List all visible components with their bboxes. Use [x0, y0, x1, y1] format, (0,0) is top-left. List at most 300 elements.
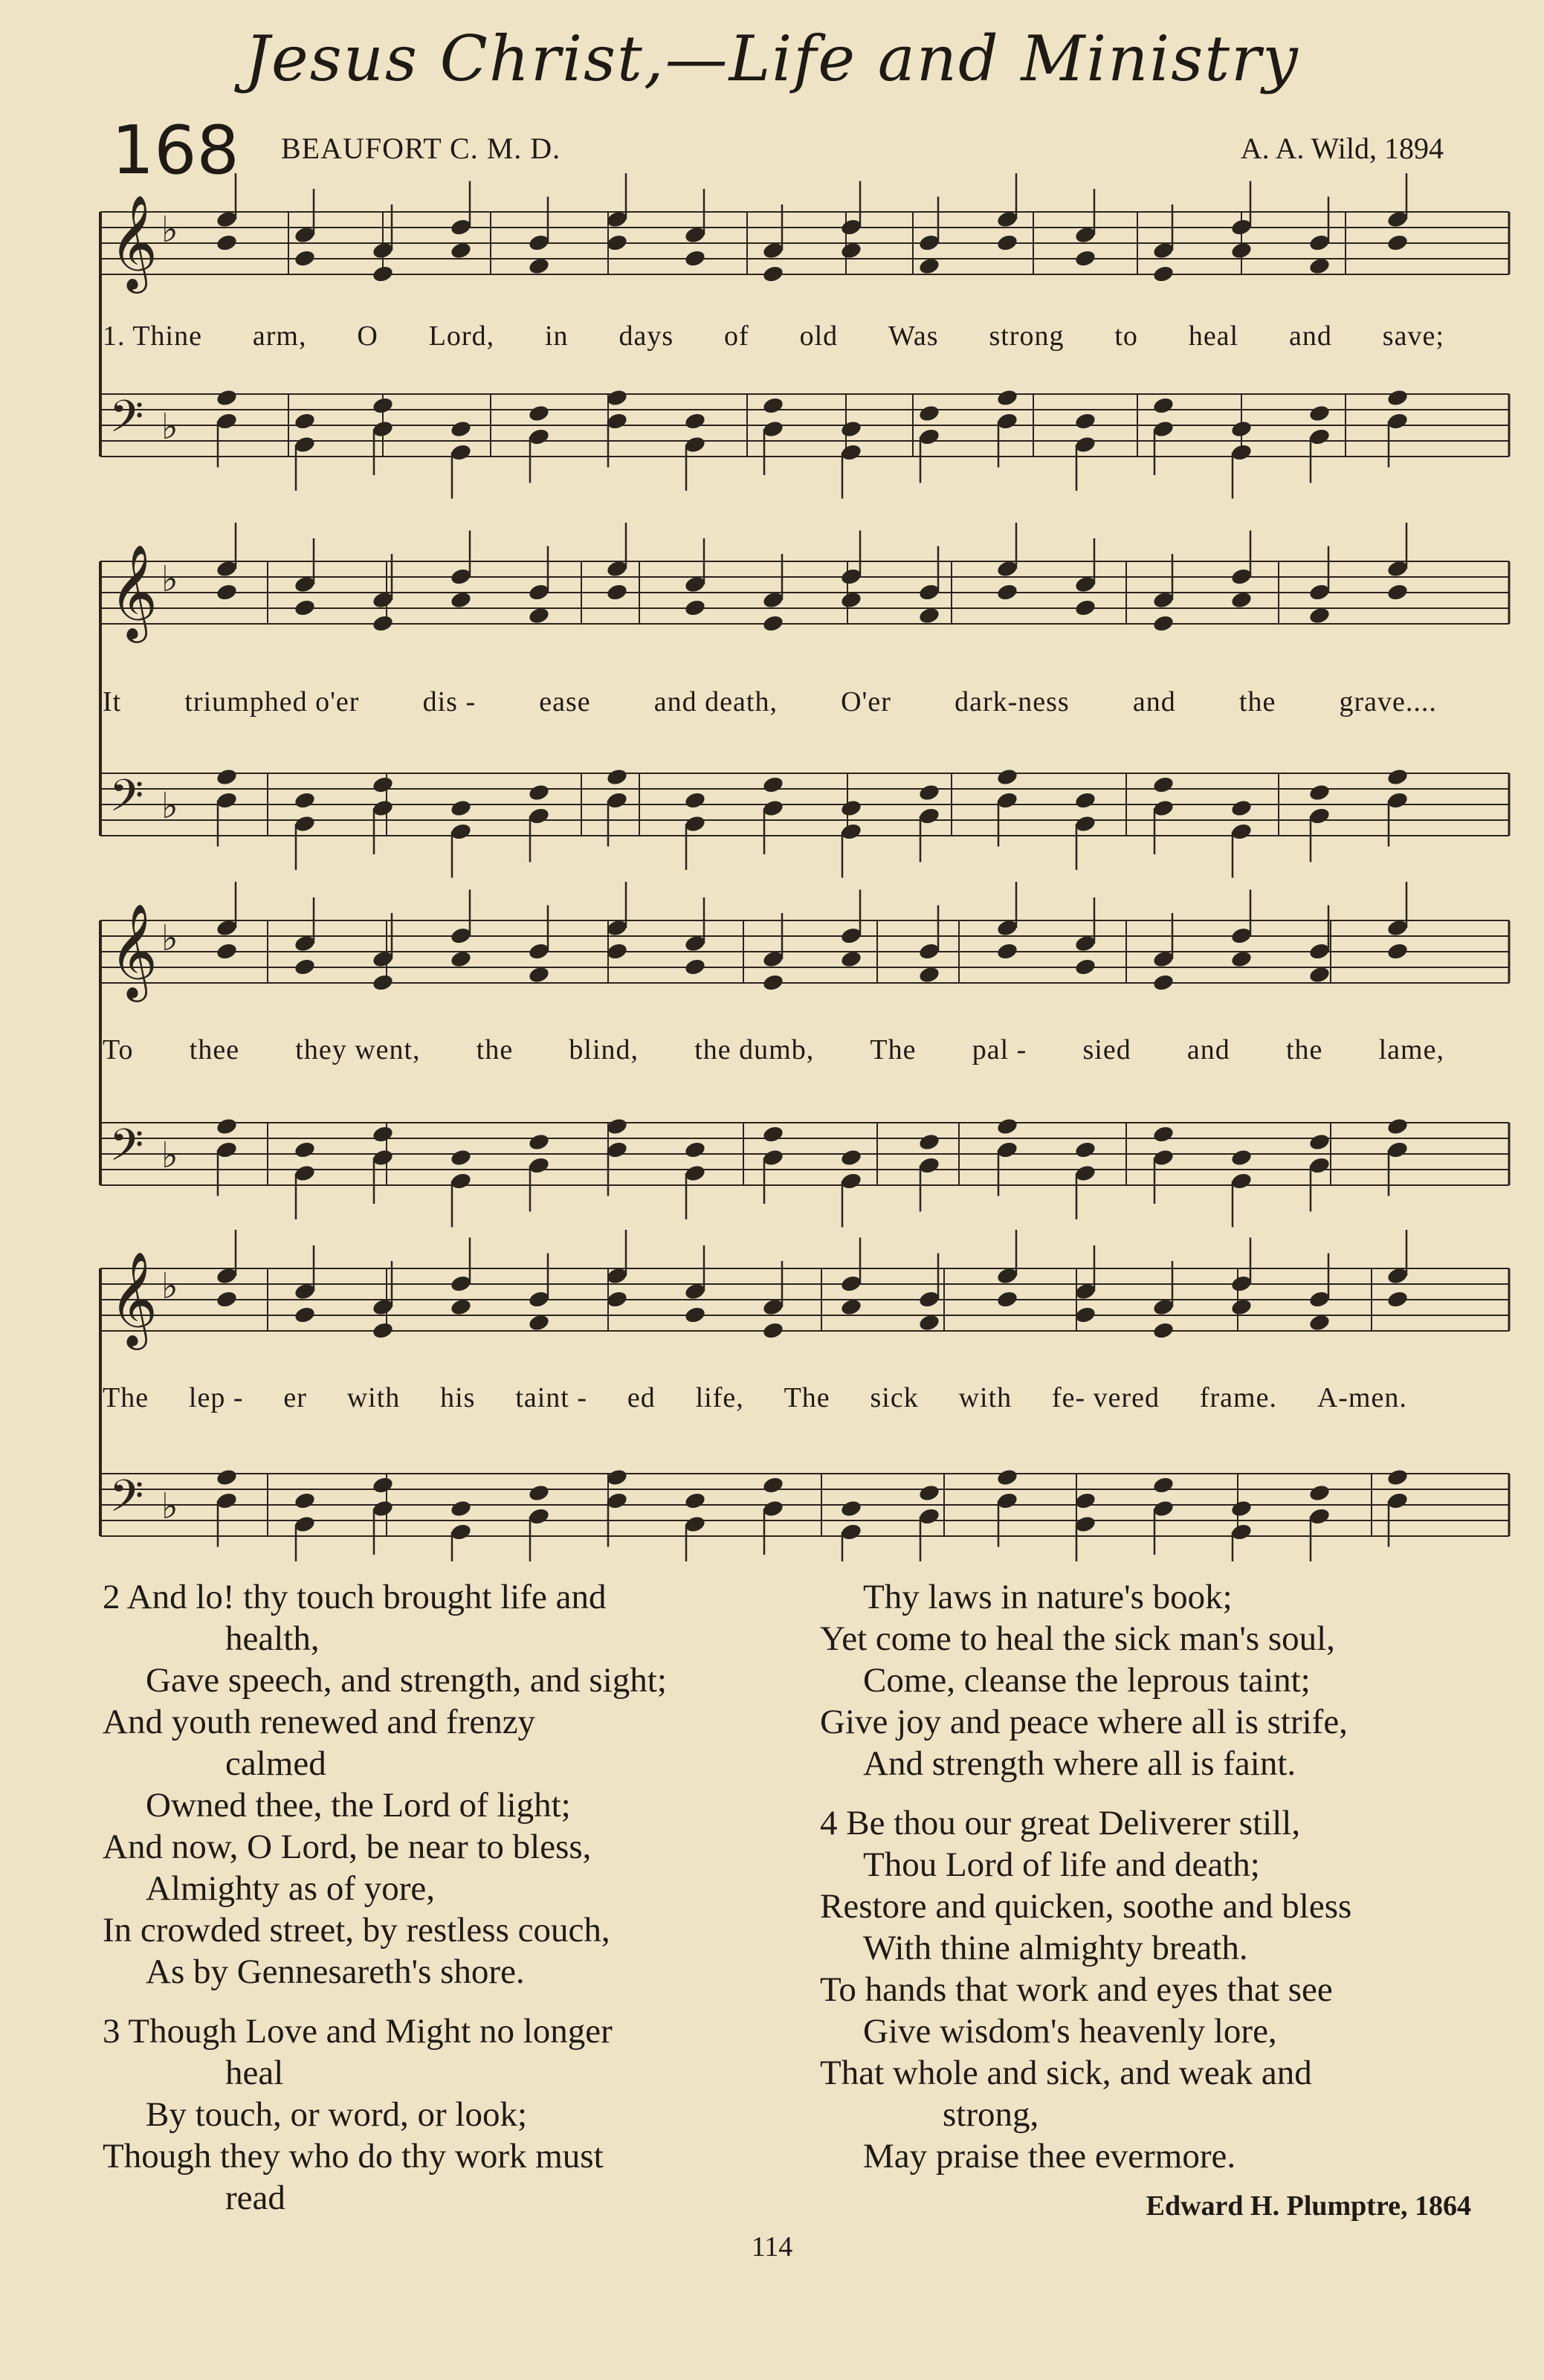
verse-line: read [225, 2179, 285, 2217]
note-head [1230, 443, 1253, 462]
verse-line: Give joy and peace where all is strife, [820, 1703, 1348, 1741]
verse-line: Almighty as of yore, [146, 1869, 435, 1908]
verse-line: health, [225, 1619, 320, 1658]
verse-line: In crowded street, by restless couch, [103, 1911, 610, 1950]
page-number: 114 [751, 2231, 793, 2263]
note-head [606, 791, 629, 810]
note-head [528, 404, 551, 423]
verse-line: Owned thee, the Lord of light; [146, 1786, 571, 1825]
verse-line: calmed [225, 1744, 326, 1783]
verse [820, 1576, 1515, 1784]
note-head [450, 1523, 473, 1542]
note-head [1386, 791, 1409, 810]
note-head [1230, 419, 1253, 439]
note-head [606, 1491, 629, 1511]
treble-clef-icon: 𝄞 [109, 1251, 158, 1346]
note-head [840, 822, 863, 842]
note-head [996, 583, 1019, 602]
note-head [918, 1507, 941, 1526]
lyric-syllable: blind, [569, 1034, 639, 1065]
note-head [1386, 942, 1409, 961]
note-head [762, 973, 785, 993]
lyric-syllable: sick [870, 1382, 919, 1413]
verse-line: Restore and quicken, soothe and bless [820, 1887, 1352, 1926]
bass-clef-icon: 𝄢 [109, 390, 144, 453]
note-head [762, 614, 785, 633]
note-head [216, 388, 239, 407]
note-head [1308, 1156, 1331, 1176]
note-head [1074, 1164, 1097, 1183]
lyric-syllable: pal - [972, 1034, 1027, 1065]
note-head [294, 412, 317, 431]
note-head [1074, 435, 1097, 454]
note-head [216, 791, 239, 810]
note-head [528, 942, 551, 961]
verse [103, 2010, 798, 2219]
note-head [1074, 249, 1097, 268]
note-head [1152, 799, 1175, 818]
lyric-syllable: ease [539, 686, 591, 717]
note-head [1308, 233, 1331, 253]
note-head [1074, 958, 1097, 977]
lyric-syllable: Lord, [428, 320, 495, 352]
note-head [996, 1290, 1019, 1309]
note-head [1386, 1141, 1409, 1160]
note-head [684, 412, 707, 431]
lyric-syllable: the [1238, 686, 1276, 717]
bass-clef-icon: 𝄢 [109, 1119, 144, 1181]
key-flat-icon: ♭ [161, 406, 178, 448]
verse-line: And now, O Lord, be near to bless, [103, 1828, 592, 1866]
verse-line: Come, cleanse the leprous taint; [863, 1661, 1311, 1700]
note-head [1308, 583, 1331, 602]
note-head [372, 1499, 395, 1518]
note-head [996, 233, 1019, 253]
note-head [1152, 419, 1175, 439]
lyric-syllable: days [618, 320, 674, 352]
verse-line: Gave speech, and strength, and sight; [146, 1661, 667, 1700]
note-head [216, 1290, 239, 1309]
note-head [996, 791, 1019, 810]
note-head [1230, 1172, 1253, 1191]
note-head [1074, 599, 1097, 618]
note-head [372, 419, 395, 439]
note-head [840, 567, 863, 587]
note-head [450, 567, 473, 587]
verse-line: Thou Lord of life and death; [863, 1845, 1260, 1884]
note-head [294, 814, 317, 833]
note-head [294, 1141, 317, 1160]
note-head [216, 1468, 239, 1487]
lyric-syllable: sied [1082, 1034, 1131, 1065]
lyric-syllable: the [476, 1034, 514, 1065]
note-head [1308, 1483, 1331, 1503]
key-flat-icon: ♭ [161, 558, 178, 600]
verse-line: 2 And lo! thy touch brought life and [103, 1578, 607, 1616]
verse-line: Thy laws in nature's book; [863, 1578, 1233, 1616]
lyric-syllable: and [1132, 686, 1176, 717]
note-head [1152, 1125, 1175, 1144]
verse-line: With thine almighty breath. [863, 1929, 1248, 1967]
note-head [840, 218, 863, 237]
lyric-line [103, 1033, 1444, 1066]
note-head [1152, 973, 1175, 993]
lyric-syllable: A-men. [1317, 1382, 1407, 1413]
verse-line: 3 Though Love and Might no longer [103, 2012, 613, 2051]
note-head [684, 1141, 707, 1160]
key-flat-icon: ♭ [161, 918, 178, 959]
verses [103, 1576, 1515, 2217]
note-head [996, 1468, 1019, 1487]
note-head [450, 1148, 473, 1167]
note-head [1386, 1468, 1409, 1487]
lyric-syllable: er [283, 1382, 307, 1413]
lyric-syllable: triumphed o'er [184, 686, 360, 717]
note-head [606, 767, 629, 787]
lyric-syllable: to [1114, 320, 1138, 352]
note-head [294, 1491, 317, 1511]
verse-line: Give wisdom's heavenly lore, [863, 2012, 1277, 2051]
lyric-syllable: strong [989, 320, 1065, 352]
note-head [1308, 783, 1331, 802]
lyric-line [103, 686, 1437, 718]
lyric-syllable: lame, [1378, 1034, 1444, 1065]
note-head [372, 973, 395, 993]
note-head [1386, 583, 1409, 602]
bass-clef-icon: 𝄢 [109, 770, 144, 832]
lyric-syllable: The [784, 1382, 830, 1413]
lyric-syllable: old [799, 320, 839, 352]
note-head [840, 419, 863, 439]
lyric-syllable: save; [1382, 320, 1444, 352]
note-head [294, 1164, 317, 1183]
lyric-syllable: To [103, 1034, 134, 1065]
note-head [606, 1141, 629, 1160]
note-head [1230, 1523, 1253, 1542]
note-head [294, 599, 317, 618]
composer-credit: A. A. Wild, 1894 [1240, 132, 1444, 165]
note-head [762, 265, 785, 284]
note-head [1230, 567, 1253, 587]
note-head [1074, 412, 1097, 431]
note-head [1230, 218, 1253, 237]
note-head [450, 1172, 473, 1191]
note-head [1152, 1321, 1175, 1341]
note-head [606, 1468, 629, 1487]
note-head [1386, 1117, 1409, 1136]
note-head [1152, 265, 1175, 284]
lyric-syllable: life, [695, 1382, 744, 1413]
key-flat-icon: ♭ [161, 1265, 178, 1307]
note-head [1230, 1499, 1253, 1518]
note-head [1074, 1306, 1097, 1325]
note-head [840, 799, 863, 818]
note-head [528, 807, 551, 826]
lyric-syllable: The [103, 1382, 149, 1413]
lyric-syllable: of [724, 320, 749, 352]
note-head [450, 1499, 473, 1518]
note-head [528, 233, 551, 253]
note-head [1308, 1132, 1331, 1152]
lyric-syllable: lep - [188, 1382, 244, 1413]
verse-line: By touch, or word, or look; [146, 2095, 528, 2134]
note-head [1230, 822, 1253, 842]
treble-clef-icon: 𝄞 [109, 194, 158, 289]
lyric-syllable: 1. Thine [103, 320, 202, 352]
lyric-syllable: and [1186, 1034, 1230, 1065]
verse-line: strong, [943, 2095, 1039, 2134]
note-head [294, 958, 317, 977]
note-head [996, 1491, 1019, 1511]
verse-line: 4 Be thou our great Deliverer still, [820, 1804, 1301, 1842]
hymn-number: 168 [112, 112, 239, 190]
note-head [528, 1290, 551, 1309]
note-head [1152, 1148, 1175, 1167]
lyric-syllable: dis - [422, 686, 477, 717]
note-head [996, 767, 1019, 787]
key-flat-icon: ♭ [161, 209, 178, 251]
key-flat-icon: ♭ [161, 1135, 178, 1176]
note-head [1386, 388, 1409, 407]
note-head [1074, 1491, 1097, 1511]
verse-line: And strength where all is faint. [863, 1744, 1296, 1783]
note-head [762, 1321, 785, 1341]
note-head [684, 1515, 707, 1534]
note-head [450, 419, 473, 439]
note-head [918, 1132, 941, 1152]
lyric-syllable: grave.... [1339, 686, 1437, 717]
treble-clef-icon: 𝄞 [109, 903, 158, 998]
note-head [1074, 791, 1097, 810]
note-head [918, 942, 941, 961]
note-head [528, 1132, 551, 1152]
note-head [294, 435, 317, 454]
note-head [294, 249, 317, 268]
lyric-syllable: fe- vered [1051, 1382, 1160, 1413]
lyric-syllable: thee [189, 1034, 240, 1065]
note-head [840, 1148, 863, 1167]
note-head [528, 1483, 551, 1503]
note-head [216, 412, 239, 431]
note-head [528, 583, 551, 602]
note-head [1308, 807, 1331, 826]
note-head [840, 443, 863, 462]
note-head [294, 1306, 317, 1325]
verse-line: As by Gennesareth's shore. [146, 1952, 525, 1991]
note-head [450, 218, 473, 237]
note-head [1152, 396, 1175, 416]
note-head [840, 1523, 863, 1542]
note-head [918, 1156, 941, 1176]
note-head [684, 249, 707, 268]
note-head [918, 1483, 941, 1503]
note-head [840, 926, 863, 946]
note-head [606, 583, 629, 602]
lyric-syllable: heal [1188, 320, 1239, 352]
note-head [606, 942, 629, 961]
note-head [684, 1491, 707, 1511]
note-head [1386, 767, 1409, 787]
lyric-syllable: the dumb, [694, 1034, 815, 1065]
lyric-syllable: they went, [295, 1034, 421, 1065]
lyric-syllable: The [870, 1034, 917, 1065]
note-head [762, 775, 785, 795]
note-head [372, 799, 395, 818]
note-head [606, 412, 629, 431]
lyric-syllable: arm, [252, 320, 307, 352]
lyric-line [103, 1381, 1407, 1414]
verse-line: That whole and sick, and weak and [820, 2054, 1312, 2092]
note-head [762, 1148, 785, 1167]
verse-line: Though they who do thy work must [103, 2137, 604, 2176]
verse-line: And youth renewed and frenzy [103, 1703, 536, 1741]
note-head [1308, 1507, 1331, 1526]
note-head [918, 807, 941, 826]
note-head [1152, 1476, 1175, 1495]
verse [103, 1576, 798, 1993]
note-head [528, 1156, 551, 1176]
note-head [372, 1476, 395, 1495]
note-head [684, 435, 707, 454]
note-head [1386, 233, 1409, 253]
note-head [762, 1499, 785, 1518]
lyric-syllable: dark-ness [954, 686, 1070, 717]
note-head [996, 412, 1019, 431]
note-head [1230, 1148, 1253, 1167]
verses-right-column [820, 1576, 1515, 2208]
note-head [1308, 404, 1331, 423]
note-head [1152, 775, 1175, 795]
lyric-syllable: in [544, 320, 569, 352]
note-head [1386, 1491, 1409, 1511]
note-head [684, 1306, 707, 1325]
lyric-syllable: taint - [515, 1382, 588, 1413]
note-head [684, 599, 707, 618]
note-head [1230, 1274, 1253, 1294]
note-head [216, 1117, 239, 1136]
note-head [1230, 799, 1253, 818]
note-head [450, 926, 473, 946]
lyric-syllable: and death, [653, 686, 778, 717]
note-head [372, 1321, 395, 1341]
note-head [1152, 614, 1175, 633]
note-head [684, 958, 707, 977]
note-head [1074, 814, 1097, 833]
note-head [684, 1164, 707, 1183]
note-head [918, 404, 941, 423]
note-head [216, 942, 239, 961]
note-head [294, 1515, 317, 1534]
note-head [372, 614, 395, 633]
verse-line: Yet come to heal the sick man's soul, [820, 1619, 1335, 1658]
note-head [216, 1491, 239, 1511]
note-head [450, 799, 473, 818]
note-head [840, 1274, 863, 1294]
note-head [372, 775, 395, 795]
note-head [372, 1148, 395, 1167]
note-head [918, 1290, 941, 1309]
note-head [606, 233, 629, 253]
note-head [450, 822, 473, 842]
note-head [840, 1172, 863, 1191]
note-head [1074, 1141, 1097, 1160]
note-head [216, 767, 239, 787]
note-head [606, 1117, 629, 1136]
note-head [918, 428, 941, 447]
note-head [1308, 1290, 1331, 1309]
lyric-syllable: frame. [1199, 1382, 1277, 1413]
note-head [450, 1274, 473, 1294]
verse-line: May praise thee evermore. [863, 2137, 1236, 2176]
lyric-syllable: O'er [841, 686, 891, 717]
bass-clef-icon: 𝄢 [109, 1470, 144, 1532]
note-head [1386, 412, 1409, 431]
note-head [1230, 926, 1253, 946]
note-head [840, 1499, 863, 1518]
note-head [606, 1290, 629, 1309]
note-head [762, 1476, 785, 1495]
note-head [918, 783, 941, 802]
note-head [1386, 1290, 1409, 1309]
note-head [216, 233, 239, 253]
lyric-syllable: It [103, 686, 122, 717]
verse-line: heal [225, 2054, 284, 2092]
note-head [216, 583, 239, 602]
lyric-syllable: his [440, 1382, 476, 1413]
note-head [372, 396, 395, 416]
lyric-syllable: with [958, 1382, 1012, 1413]
note-head [918, 583, 941, 602]
note-head [762, 799, 785, 818]
note-head [294, 791, 317, 810]
note-head [216, 1141, 239, 1160]
note-head [606, 388, 629, 407]
note-head [996, 942, 1019, 961]
note-head [996, 388, 1019, 407]
note-head [372, 265, 395, 284]
note-head [372, 1125, 395, 1144]
verse-line: To hands that work and eyes that see [820, 1970, 1333, 2009]
treble-clef-icon: 𝄞 [109, 544, 158, 639]
key-flat-icon: ♭ [161, 785, 178, 827]
note-head [528, 1507, 551, 1526]
lyric-syllable: the [1285, 1034, 1323, 1065]
note-head [762, 396, 785, 416]
note-head [1308, 942, 1331, 961]
key-flat-icon: ♭ [161, 1486, 178, 1527]
note-head [528, 783, 551, 802]
lyric-syllable: O [357, 320, 378, 352]
note-head [762, 419, 785, 439]
verses-left-column [103, 1576, 798, 2217]
section-title: Jesus Christ,—Life and Ministry [245, 22, 1299, 95]
note-head [996, 1117, 1019, 1136]
note-head [996, 1141, 1019, 1160]
lyric-line [103, 320, 1444, 352]
note-head [762, 1125, 785, 1144]
lyric-syllable: and [1289, 320, 1332, 352]
note-head [1308, 428, 1331, 447]
lyric-syllable: ed [627, 1382, 656, 1413]
note-head [450, 443, 473, 462]
note-head [528, 428, 551, 447]
note-head [918, 233, 941, 253]
note-head [684, 791, 707, 810]
verse [820, 1802, 1515, 2177]
note-head [684, 814, 707, 833]
lyric-syllable: Was [888, 320, 939, 352]
note-head [1152, 1499, 1175, 1518]
